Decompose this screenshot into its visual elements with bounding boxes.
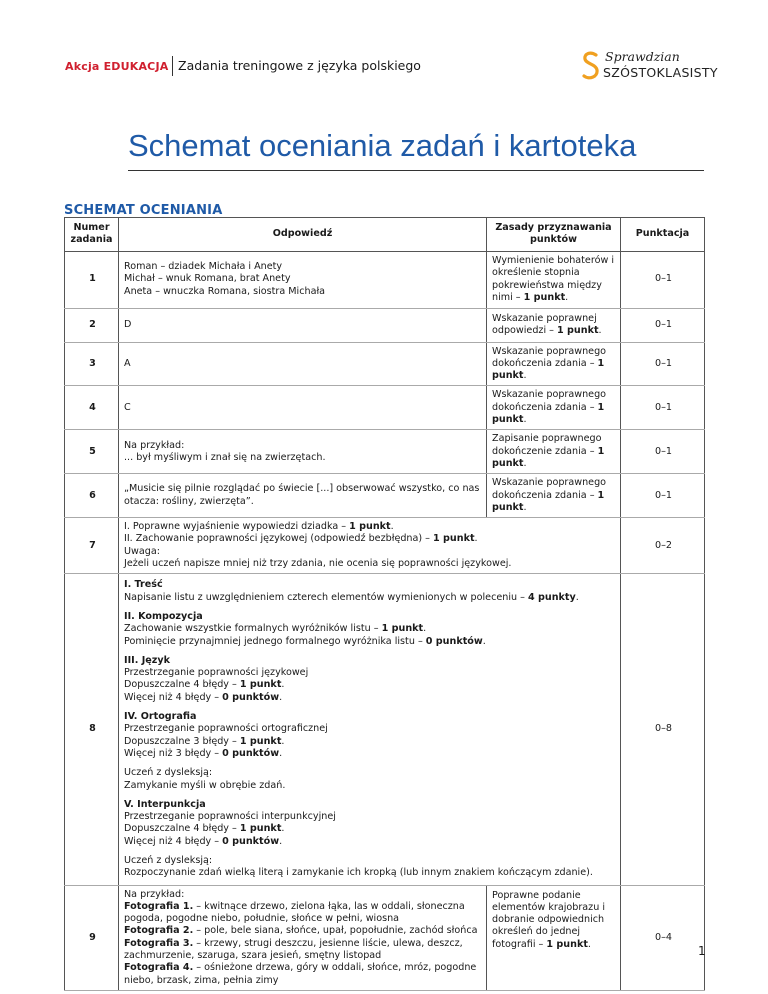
task-number: 4	[65, 386, 119, 430]
table-row	[65, 518, 705, 574]
task-number: 5	[65, 430, 119, 474]
criterion-block: IV. Ortografia Przestrzeganie poprawności ortograficznej Dopuszczalne 3 błędy – 1 punkt. Więcej niż 3 błędy – 0 punktów.	[124, 711, 617, 760]
rule-cell	[487, 885, 621, 990]
answer-cell	[119, 308, 487, 342]
points-cell: 0–1	[621, 342, 705, 386]
photo-description: – krzewy, strugi deszczu, jesienne liście, ulewa, deszcz, zachmurzenie, szaruga, szara jesień, smętny listopad	[124, 937, 463, 962]
note-text: Rozpoczynanie zdań wielką literą i zamykanie ich kropką (lub innym znakiem kończącym zdanie).	[124, 867, 593, 879]
answer-line: Michał – wnuk Romana, brat Anety	[124, 273, 291, 285]
criterion-text: Dopuszczalne 4 błędy –	[124, 679, 240, 691]
photo-description: – pole, bele siana, słońce, upał, popołudnie, zachód słońca	[193, 925, 478, 937]
table-row	[65, 308, 705, 342]
criterion-points: 0 punktów	[222, 835, 280, 847]
table-row	[65, 885, 705, 990]
table-row	[65, 430, 705, 474]
rule-cell: Wskazanie poprawnego dokończenia zdania – 1 punkt.	[487, 386, 621, 430]
page-title: Schemat oceniania zadań i kartoteka	[128, 128, 637, 163]
photo-label: Fotografia 1.	[124, 900, 194, 912]
header-divider	[172, 56, 173, 76]
criterion-text: Więcej niż 3 błędy –	[124, 747, 223, 759]
rule-text: Wskazanie poprawnego dokończenia zdania –	[492, 389, 607, 413]
criterion-title: III. Język	[124, 654, 170, 666]
points-cell: 0–1	[621, 386, 705, 430]
sprawdzian-logo	[582, 51, 762, 83]
criterion-title: IV. Ortografia	[124, 711, 197, 723]
criterion-points: 0 punktów	[222, 747, 280, 759]
row7-line4: Jeżeli uczeń napisze mniej niż trzy zdania, nie ocenia się poprawności językowej.	[124, 558, 512, 570]
points-cell: 0–8	[621, 574, 705, 885]
header-rules: Zasady przyznawania punktów	[487, 218, 621, 252]
rule-cell: Wymienienie bohaterów i określenie stopnia pokrewieństwa między nimi – 1 punkt.	[487, 251, 621, 308]
answer-cell	[119, 430, 487, 474]
criterion-title: V. Interpunkcja	[124, 798, 206, 810]
rule-cell: Wskazanie poprawnej odpowiedzi – 1 punkt.	[487, 308, 621, 342]
rule-points: 1 punkt	[492, 357, 605, 382]
header-subtitle: Zadania treningowe z języka polskiego	[178, 58, 421, 73]
criterion-text: Dopuszczalne 4 błędy –	[124, 823, 240, 835]
answer-cell	[119, 342, 487, 386]
criterion-points: 1 punkt	[239, 735, 282, 747]
logo-s-icon	[582, 51, 600, 81]
photo-label: Fotografia 3.	[124, 937, 194, 949]
table-row	[65, 386, 705, 430]
criterion-text: Zachowanie wszystkie formalnych wyróżników listu –	[124, 623, 382, 635]
task-number: 9	[65, 885, 119, 990]
answer-line: „Musicie się pilnie rozglądać po świecie [...] obserwować wszystko, co nas otacza: rośliny, zwierzęta”.	[124, 483, 480, 507]
row7-line3: Uwaga:	[124, 545, 160, 557]
criterion-text: Więcej niż 4 błędy –	[124, 691, 223, 703]
rule-text: Wskazanie poprawnego dokończenia zdania –	[492, 345, 607, 369]
criterion-points: 0 punktów	[425, 635, 483, 647]
criterion-points: 1 punkt	[381, 623, 424, 635]
row7-line1: I. Poprawne wyjaśnienie wypowiedzi dziadka –	[124, 521, 350, 533]
answer-cell	[119, 386, 487, 430]
rule-text: Wymienienie bohaterów i określenie stopnia pokrewieństwa między nimi –	[492, 255, 615, 303]
table-row	[65, 474, 705, 518]
table-header-row	[65, 218, 705, 252]
criterion-text: Przestrzeganie poprawności interpunkcyjnej	[124, 811, 336, 823]
task-number: 7	[65, 518, 119, 574]
criterion-text: Napisanie listu z uwzględnieniem czterech elementów wymienionych w poleceniu –	[124, 591, 528, 603]
task-number: 3	[65, 342, 119, 386]
header-points: Punktacja	[621, 218, 705, 252]
note-label: Uczeń z dysleksją:	[124, 854, 213, 866]
table-row	[65, 342, 705, 386]
title-rule	[128, 170, 704, 171]
row7-line2-points: 1 punkt	[433, 533, 475, 545]
criterion-block: III. Język Przestrzeganie poprawności językowej Dopuszczalne 4 błędy – 1 punkt. Więcej niż 4 błędy – 0 punktów.	[124, 655, 617, 704]
task-number: 1	[65, 251, 119, 308]
rule-points: 1 punkt	[557, 325, 599, 337]
criterion-block: II. Kompozycja Zachowanie wszystkie formalnych wyróżników listu – 1 punkt. Pominięcie przynajmniej jednego formalnego wyróżnika listu – 0 punktów.	[124, 610, 486, 647]
rule-end: .	[587, 938, 591, 950]
answer-line: C	[124, 401, 131, 413]
points-cell: 0–1	[621, 474, 705, 518]
table-row	[65, 574, 705, 885]
page-header	[65, 49, 718, 80]
answer-intro: Na przykład:	[124, 888, 185, 900]
section-title: SCHEMAT OCENIANIA	[64, 203, 223, 218]
points-cell: 0–2	[621, 518, 705, 574]
answer-cell	[119, 574, 621, 885]
task-number: 6	[65, 474, 119, 518]
header-answer: Odpowiedź	[119, 218, 487, 252]
answer-line: Aneta – wnuczka Romana, siostra Michała	[124, 285, 326, 297]
criterion-text: Pominięcie przynajmniej jednego formalnego wyróżnika listu –	[124, 635, 426, 647]
points-cell: 0–1	[621, 251, 705, 308]
points-cell: 0–1	[621, 430, 705, 474]
criterion-text: Dopuszczalne 3 błędy –	[124, 735, 240, 747]
points-cell: 0–4	[621, 885, 705, 990]
answer-cell	[119, 251, 487, 308]
points-cell: 0–1	[621, 308, 705, 342]
photo-description: – kwitnące drzewo, zielona łąka, las w oddali, słoneczna pogoda, pogodne niebo, południe, słońce w pełni, wiosna	[124, 900, 465, 925]
rule-text: Wskazanie poprawnej odpowiedzi –	[492, 312, 597, 337]
rule-cell: Wskazanie poprawnego dokończenia zdania – 1 punkt.	[487, 474, 621, 518]
note-text: Zamykanie myśli w obrębie zdań.	[124, 779, 286, 791]
page-number: 1	[698, 944, 706, 958]
table-row	[65, 251, 705, 308]
photo-label: Fotografia 2.	[124, 925, 194, 937]
rule-points: 1 punkt	[492, 489, 605, 513]
task-number: 8	[65, 574, 119, 885]
logo-line-2: SZÓSTOKLASISTY	[603, 65, 718, 80]
criterion-text: Więcej niż 4 błędy –	[124, 835, 223, 847]
rule-text: Zapisanie poprawnego dokończenie zdania –	[492, 433, 602, 457]
answer-cell: I. Poprawne wyjaśnienie wypowiedzi dziadka – 1 punkt. II. Zachowanie poprawności językowej (odpowiedź bezbłędna) – 1 punkt. Uwaga: Jeżeli uczeń napisze mniej niż trzy zdania, nie ocenia się poprawności językowej.	[119, 518, 621, 574]
logo-line-1: Sprawdzian	[605, 49, 680, 64]
answer-line: D	[124, 318, 132, 330]
rule-points: 1 punkt	[546, 938, 588, 950]
criterion-text: Przestrzeganie poprawności ortograficznej	[124, 723, 328, 735]
rule-points: 1 punkt	[492, 445, 605, 469]
rule-points: 1 punkt	[492, 401, 605, 426]
answer-cell	[119, 474, 487, 518]
criterion-title: II. Kompozycja	[124, 610, 203, 622]
criterion-title: I. Treść	[124, 579, 163, 591]
answer-line: Roman – dziadek Michała i Anety	[124, 261, 283, 273]
criterion-block: I. Treść Napisanie listu z uwzględnieniem czterech elementów wymienionych w poleceniu – 4 punkty.	[124, 579, 579, 603]
rule-text: Poprawne podanie elementów krajobrazu i dobranie odpowiednich określeń do jednej fotografii –	[492, 889, 605, 950]
note-label: Uczeń z dysleksją:	[124, 767, 213, 779]
criterion-block: V. Interpunkcja Przestrzeganie poprawności interpunkcyjnej Dopuszczalne 4 błędy – 1 punkt. Więcej niż 4 błędy – 0 punktów.	[124, 799, 617, 848]
rule-points: 1 punkt	[523, 291, 566, 303]
rule-cell: Wskazanie poprawnego dokończenia zdania – 1 punkt.	[487, 342, 621, 386]
criterion-points: 0 punktów	[222, 691, 280, 703]
answer-line: ... był myśliwym i znał się na zwierzętach.	[124, 451, 326, 463]
answer-line: A	[124, 357, 131, 369]
row7-line2: II. Zachowanie poprawności językowej (odpowiedź bezbłędna) –	[124, 533, 434, 545]
task-number: 2	[65, 308, 119, 342]
criterion-points: 1 punkt	[239, 679, 282, 691]
criterion-points: 4 punkty	[527, 591, 576, 603]
dyslexia-note	[124, 767, 617, 792]
row7-line1-points: 1 punkt	[349, 521, 391, 533]
rule-text: Wskazanie poprawnego dokończenia zdania –	[492, 477, 607, 501]
answer-cell	[119, 885, 487, 990]
answer-line: Na przykład:	[124, 439, 185, 451]
photo-label: Fotografia 4.	[124, 962, 194, 974]
dyslexia-note	[124, 855, 617, 880]
photo-description: – ośnieżone drzewa, góry w oddali, słońce, mróz, pogodne niebo, brzask, zima, pełnia zimy	[124, 962, 477, 986]
scoring-table	[64, 217, 705, 991]
header-number: Numer zadania	[65, 218, 119, 252]
brand-label: Akcja EDUKACJA	[65, 60, 169, 73]
rule-cell: Zapisanie poprawnego dokończenie zdania – 1 punkt.	[487, 430, 621, 474]
criterion-text: Przestrzeganie poprawności językowej	[124, 667, 309, 679]
criterion-points: 1 punkt	[239, 823, 282, 835]
